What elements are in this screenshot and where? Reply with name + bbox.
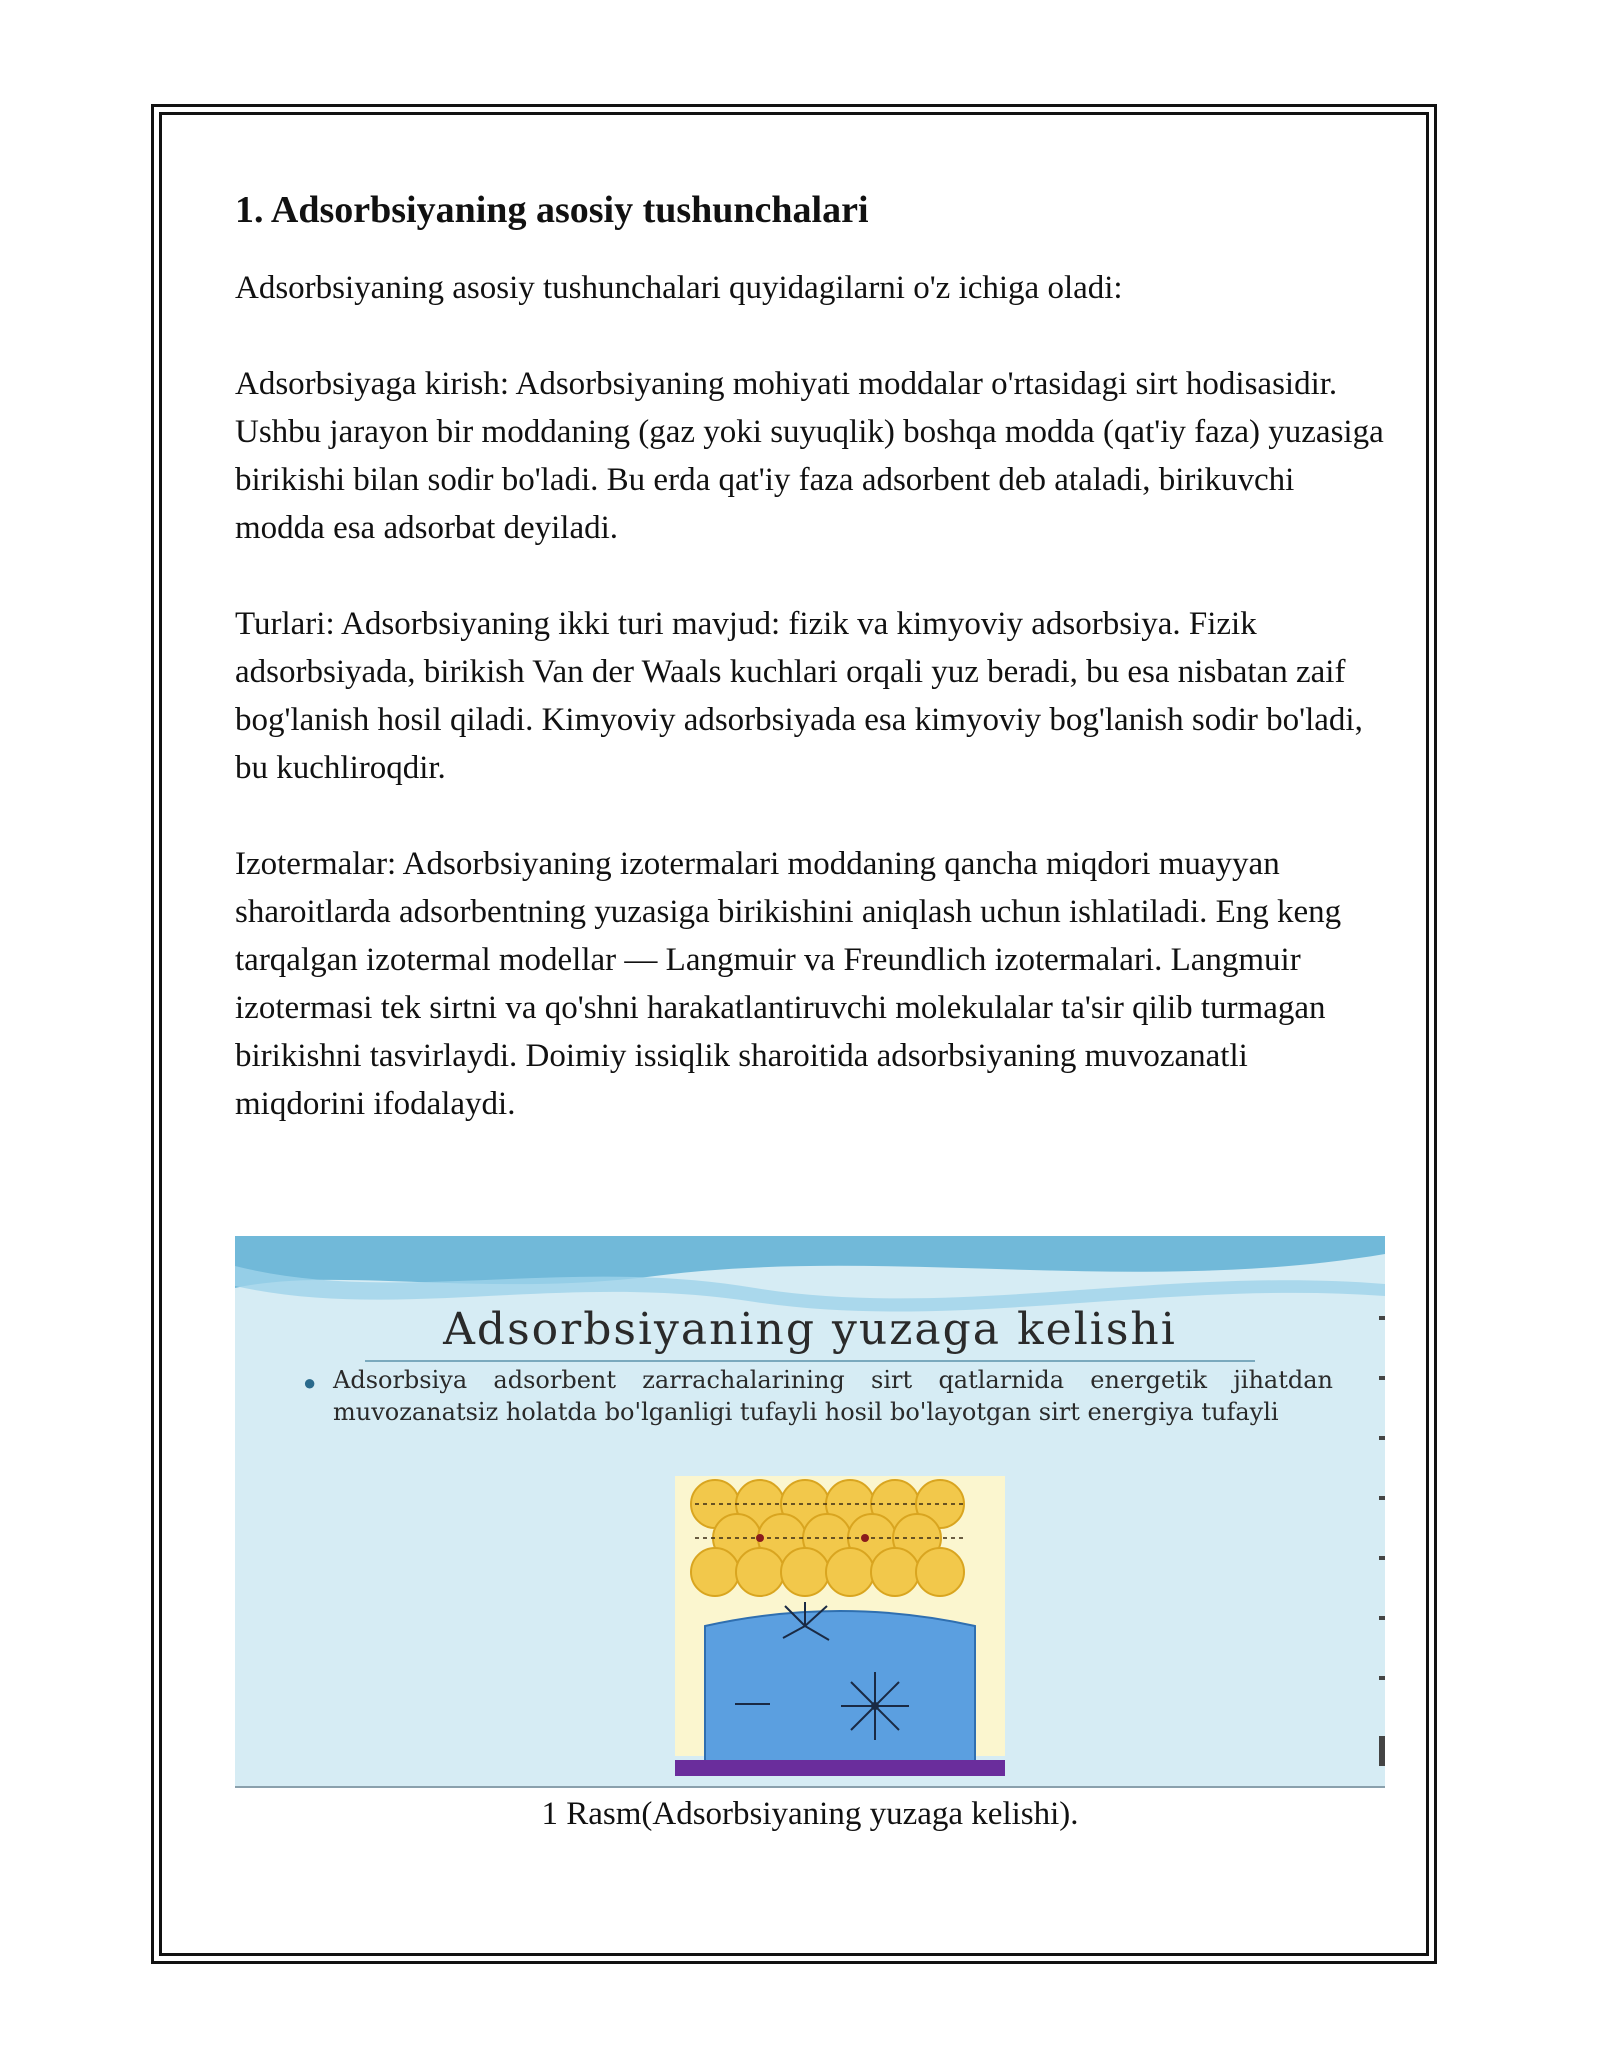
document-body [235, 186, 1385, 1128]
section-heading: 1. Adsorbsiyaning asosiy tushunchalari [235, 189, 869, 231]
figure-slide-image [235, 1236, 1385, 1788]
paragraph-types: Turlari: Adsorbsiyaning ikki turi mavjud: fizik va kimyoviy adsorbsiya. Fizik adsorbsiyada, birikish Van der Waals kuchlari orqali yuz beradi, bu esa nisbatan zaif bog'lanish hosil qiladi. Kimyoviy adsorbsiyada esa kimyoviy bog'lanish sodir bo'ladi, bu kuchliroqdir. [235, 606, 1363, 786]
adsorption-diagram [675, 1476, 1005, 1781]
slide-edge-marks [1375, 1296, 1385, 1786]
figure-caption: 1 Rasm(Adsorbsiyaning yuzaga kelishi). [541, 1796, 1079, 1832]
intro-paragraph: Adsorbsiyaning asosiy tushunchalari quyidagilarni o'z ichiga oladi: [235, 270, 1123, 306]
slide-title: Adsorbsiyaning yuzaga kelishi [443, 1304, 1177, 1355]
adsorbate-particles [691, 1480, 964, 1596]
slide-title-underline [365, 1360, 1255, 1362]
bullet-dot-icon: ● [303, 1370, 317, 1395]
paragraph-introduction: Adsorbsiyaga kirish: Adsorbsiyaning mohiyati moddalar o'rtasidagi sirt hodisasidir. Ushbu jarayon bir moddaning (gaz yoki suyuqlik) boshqa modda (qat'iy faza) yuzasiga birikishi bilan sodir bo'ladi. Bu erda qat'iy faza adsorbent deb ataladi, birikuvchi modda esa adsorbat deyiladi. [235, 366, 1384, 546]
slide-bullet-text: Adsorbsiya adsorbent zarrachalarining sirt qatlarnida energetik jihatdan muvozanatsiz holatda bo'lganligi tufayli hosil bo'layotgan sirt energiya tufayli [333, 1366, 1333, 1426]
paragraph-isotherms: Izotermalar: Adsorbsiyaning izotermalari moddaning qancha miqdori muayyan sharoitlarda adsorbentning yuzasiga birikishini aniqlash uchun ishlatiladi. Eng keng tarqalgan izotermal modellar — Langmuir va Freundlich izotermalari. Langmuir izotermasi tek sirtni va qo'shni harakatlantiruvchi molekulalar ta'sir qilib turmagan birikishni tasvirlaydi. Doimiy issiqlik sharoitida adsorbsiyaning muvozanatli miqdorini ifodalaydi. [235, 846, 1342, 1122]
